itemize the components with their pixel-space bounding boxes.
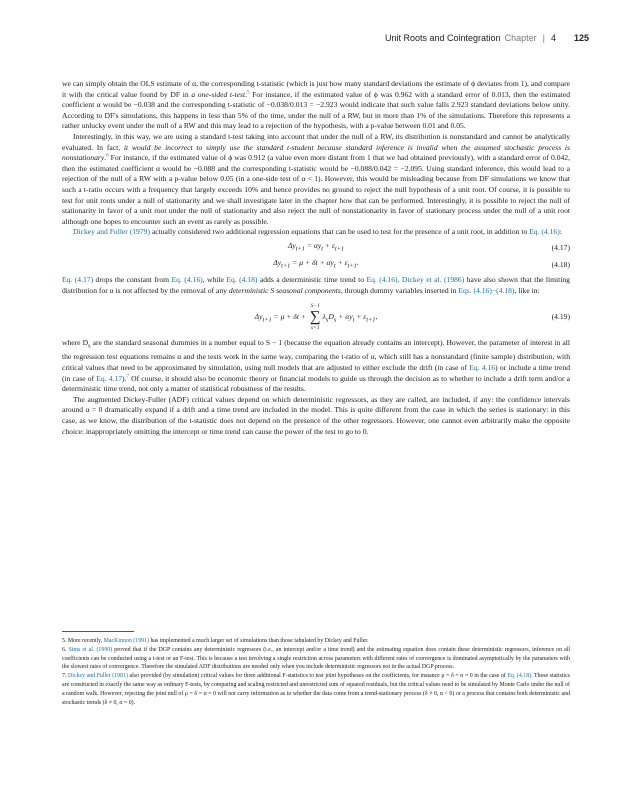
emphasis-text: it would be incorrect to simply use the standard t-student because standard inference is invalid when the assumed stochastic process is nonstationary (62, 142, 570, 163)
equation-number: (4.18) (551, 259, 570, 269)
body-text (62, 79, 570, 437)
equation-link[interactable]: Eq. (4.16) (366, 275, 398, 285)
equation-expression: $\Delta y_{t+1} = \mu + \delta t + \alpha y_t + \varepsilon_{t+1}$. (273, 258, 359, 270)
running-head-chapter-label: Chapter (504, 33, 537, 43)
equation-expression: $\Delta y_{t+1} = \alpha y_t + \varepsilon_{t+1}$ (287, 240, 345, 253)
equation-expression: $\Delta y_{t+1} = \mu + \delta t$ + S−1 ∑ s=1 $\lambda_sD_s + \alpha y_t + \varepsilon_{t+1}$, (254, 303, 378, 332)
emphasis-text: deterministic S seasonal components (228, 285, 341, 295)
paragraph-1 (62, 79, 570, 132)
citation-link[interactable]: Sims et al. (1990) (68, 646, 113, 653)
footnote-number: 5. (62, 638, 67, 644)
paragraph-5: where $D_s$ are the standard seasonal dummies in a number equal to S − 1 (because the equation already contains an intercept). However, the parameter of interest in all the regression test equations remains α and the tests work in the same way, comparing the t-ratio of α, which still has a nonstandard (finite sample) distribution, with critical values that need to be approximated by simulation, using null models that are adjusted to either exclude the drift (in case of Eq. 4.16) or include a time trend (in case of Eq. 4.17).$^7$ Of course, it should also be economic theory or financial models to guide us through the decision as to whether to include a drift term and/or a deterministic time trend, not only a matter of statistical robustness of the results. (62, 338, 571, 394)
equation-4-17 (62, 241, 570, 255)
page-number: 125 (573, 33, 589, 43)
running-head-chapter-number: 4 (550, 33, 556, 43)
equation-link[interactable]: Eq. (4.18) (507, 673, 532, 680)
paragraph-6: The augmented Dickey-Fuller (ADF) critical values depend on which deterministic regressors, as they are called, are included, if any: the confidence intervals around α = 0 dramatically expand if a drift and a time trend are included in the model. This is quite different from the case in which the series is stationary: in this case, as we know, the distribution of the t-statistic does not depend on the presence of the other regressors. However, one cannot even arbitrarily make the opposite choice: inappropriately omitting the intercept or time trend can cause the power of the test to go to 0. (62, 394, 570, 436)
running-head (385, 33, 589, 47)
equation-link[interactable]: Eq. 4.16 (469, 363, 496, 373)
citation-link[interactable]: Dickey and Fuller (1979) (73, 227, 150, 237)
citation-link[interactable]: Dickey and Fuller (1981) (68, 673, 128, 680)
footnote-number: 7. (62, 673, 67, 680)
footnote-number: 6. (62, 646, 67, 653)
text-run: . (245, 89, 248, 99)
equation-link[interactable]: Eq. (4.18) (226, 275, 258, 285)
equation-link[interactable]: Eq. (4.16) (171, 275, 203, 285)
footnote-ref-6[interactable]: 6 (106, 153, 109, 159)
text-run: . (104, 153, 107, 163)
equation-link[interactable]: Eqs. (4.16)−(4.18) (458, 285, 515, 295)
equation-4-18 (62, 258, 570, 272)
equation-link[interactable]: Eq. 4.17 (96, 373, 123, 383)
paragraph-4: Eq. (4.17) drops the constant from Eq. (4.16), while Eq. (4.18) adds a deterministic time trend to Eq. (4.16). Dickey et al. (1986) have also shown that the limiting distribution for α is not affected by the removal of any deterministic S seasonal components, through dummy variables inserted in Eqs. (4.16)−(4.18), like in: (62, 275, 570, 295)
running-head-title: Unit Roots and Cointegration (385, 33, 501, 43)
text-run: For instance, if the estimated value of ϕ was 0.962 with a standard error of 0.013, then the estimated coefficient α would be −0.038 and the corresponding t-statistic of −0.038/0.013 = −2.923 would indicate that such value falls 2.923 standard deviations below unity. According to DF's simulations, this happens in less than 5% of the time, under the null of a RW, but in more than 1% of the simulations. Therefore this represents a rather unlucky event under the null of a RW and this may lead to a rejection of the hypothesis, with a p-value between 0.01 and 0.05. (62, 89, 571, 131)
text-run: Interestingly, in this way, we are using a standard t-test taking into account that under the null of a RW, its distribution is nonstandard and cannot be analytically evaluated. In fact, (62, 131, 570, 152)
citation-link[interactable]: MacKinnon (1991) (103, 638, 149, 644)
footnotes (62, 637, 570, 707)
footnote-divider (62, 631, 134, 632)
footnote-7: 7. Dickey and Fuller (1981) also provided (by simulation) critical values for three additional F-statistics to test joint hypotheses on the coefficients, for instance μ = δ = α = 0 in the case of Eq. (4.18). These statistics are constructed in exactly the same way as ordinary F-tests, by comparing and scaling restricted and unrestricted sum of squared residuals, but the critical values need to be simulated by Monte Carlo under the null of a random walk. However, rejecting the joint null of μ = δ = α = 0 will not carry information as to whether the data come from a trend-stationary process (δ ≠ 0, α < 0) or a process that contains both deterministic and stochastic trends (δ ≠ 0, α = 0). (62, 673, 570, 706)
footnote-6: 6. Sims et al. (1990) proved that if the DGP contains any deterministic regressors (i.e., an intercept and/or a time trend) and the estimating equation does contain these deterministic regressors, inference on all coefficients can be conducted using a t-test or an F-test. This is because a test involving a single restriction across parameters with different rates of convergence is dominated asymptotically by the parameters with the slowest rates of convergence. Therefore the simulated ADF distributions are needed only when you include deterministic regressors not in the actual DGP process. (62, 646, 570, 671)
text-run: actually considered two additional regression equations that can be used to test for the presence of a unit root, in addition to (149, 227, 530, 237)
equation-number: (4.17) (551, 242, 570, 252)
summation-symbol: S−1 ∑ s=1 (309, 303, 321, 332)
text-run: For instance, if the estimated value of ϕ was 0.912 (a value even more distant from 1 that we had obtained previously), with a standard error of 0.042, then the estimated coefficient α would be −0.088 and the corresponding t-statistic would be −0.088/0.042 = −2.095. Using standard inference, this would lead to a rejection of the null of a RW with a p-value below 0.05 (in a one-side test of α < 1). However, this would be misleading because from DF simulations we know that such a t-ratio occurs with a frequency that largely exceeds 10% and hence provides no ground to reject the null hypothesis of a unit root. Of course, it is possible to test for unit roots under a null of stationarity and we shall investigate later in the chapter how that can be performed. Interestingly, it is possible to reject the null of stationarity in favor of a unit root under the null of stationarity and also reject the null of nonstationarity in favor of stationary process under the null of a unit root although one hopes to encounter such an event as rarely as possible. (62, 153, 570, 226)
paragraph-3 (62, 227, 570, 238)
footnote-ref-5[interactable]: 5 (247, 90, 250, 96)
footnote-5: 5. More recently, MacKinnon (1991) has implemented a much larger set of simulations than those tabulated by Dickey and Fuller. (62, 638, 369, 644)
text-run: : (559, 227, 562, 237)
citation-link[interactable]: Dickey et al. (1986) (401, 275, 465, 285)
emphasis-text: a one-sided t-test (191, 89, 246, 99)
running-head-separator: | (542, 33, 545, 43)
paragraph-2 (62, 132, 570, 227)
equation-link[interactable]: Eq. (4.16) (529, 227, 560, 237)
equation-link[interactable]: Eq. (4.17) (62, 275, 94, 285)
footnote-ref-7[interactable]: 7 (126, 374, 129, 380)
text-run: we can simply obtain the OLS estimate of α, the corresponding t-statistic (which is just how many standard deviations the estimate of ϕ deviates from 1), and compare it with the critical value found by DF in (62, 79, 570, 99)
equation-4-19 (62, 299, 570, 335)
equation-number: (4.19) (551, 312, 570, 322)
